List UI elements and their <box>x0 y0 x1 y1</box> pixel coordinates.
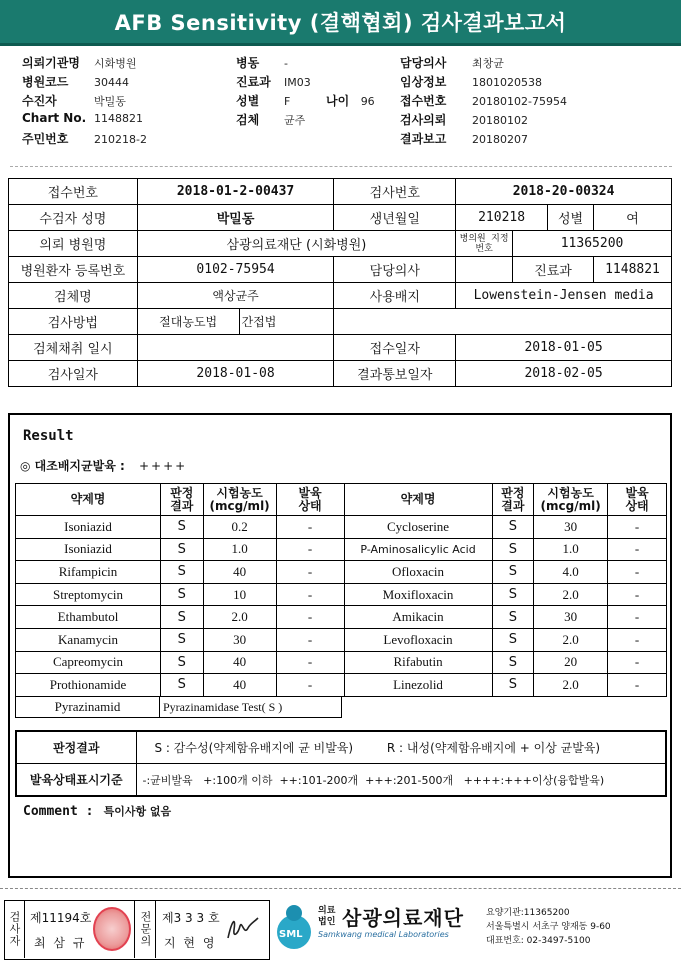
drug-name: Cycloserine <box>344 516 492 539</box>
judge-result: S <box>492 583 534 606</box>
patient-info-table <box>8 178 672 387</box>
col-conc-left: 시험농도 (mcg/ml) <box>203 484 276 516</box>
header-col3-key: 임상정보 <box>400 75 447 89</box>
patient-name-label: 수검자 성명 <box>9 205 138 231</box>
test-concentration: 30 <box>534 606 608 629</box>
growth-status: - <box>276 628 344 651</box>
dept-label: 진료과 <box>513 257 594 283</box>
header-col3 <box>400 54 670 149</box>
medium: Lowenstein-Jensen media <box>456 283 672 309</box>
control-growth <box>20 457 187 474</box>
test-concentration: 40 <box>203 561 276 584</box>
test-concentration: 2.0 <box>534 583 608 606</box>
report-date-label: 결과통보일자 <box>334 361 456 387</box>
control-value: ++++ <box>138 459 188 473</box>
growth-status: - <box>608 606 667 629</box>
header-col2-key: 성별 <box>236 94 260 108</box>
specimen: 액상균주 <box>137 283 334 309</box>
judge-result: S <box>492 651 534 674</box>
addr-1: 요양기관:11365200 <box>486 908 570 918</box>
header-col2-value: IM03 <box>284 76 311 89</box>
receipt-no: 2018-01-2-00437 <box>137 179 334 205</box>
method-label: 검사방법 <box>9 309 138 335</box>
sml-logo-text: SML <box>279 929 303 940</box>
header-col2-row <box>236 54 396 73</box>
growth-status: - <box>276 606 344 629</box>
drug-name: Amikacin <box>344 606 492 629</box>
header-col3-key: 접수번호 <box>400 94 447 108</box>
header-col2-key: 진료과 <box>236 75 271 89</box>
judge-result: S <box>161 628 204 651</box>
specialist-label <box>134 900 156 958</box>
table-row <box>16 538 667 561</box>
sex-label: 성별 <box>548 205 594 231</box>
header-col1-row <box>22 111 232 130</box>
col-drug-right: 약제명 <box>344 484 492 516</box>
specialist-no: 제3 3 3 호 <box>162 911 220 925</box>
growth-status: - <box>276 583 344 606</box>
sensitivity-table <box>15 483 667 697</box>
header-col3-row <box>400 73 670 92</box>
header-col1-value: 시화병원 <box>94 57 137 70</box>
judge-s-text: S : 감수성(약제함유배지에 균 비발육) <box>154 741 354 755</box>
addr-2: 서울특별시 서초구 양재동 9-60 <box>486 922 611 932</box>
tester-label-text: 검사자 <box>8 911 21 947</box>
header-col1-row <box>22 73 232 92</box>
growth-status: - <box>608 628 667 651</box>
drug-name: Isoniazid <box>16 538 161 561</box>
drug-name: Ofloxacin <box>344 561 492 584</box>
sml-logo <box>272 902 316 952</box>
growth-legend-label: 발육상태표시기준 <box>16 764 136 797</box>
judge-legend-label: 판정결과 <box>16 731 136 764</box>
header-col3-value: 20180207 <box>472 133 528 146</box>
header-col3-key: 담당의사 <box>400 56 447 70</box>
growth-status: - <box>276 674 344 697</box>
birth: 210218 <box>456 205 548 231</box>
tester-name: 최 삼 규 <box>34 936 87 950</box>
header-col1-row <box>22 92 232 111</box>
drug-name: Linezolid <box>344 674 492 697</box>
header-col2-value: - <box>284 57 288 70</box>
test-concentration: 1.0 <box>534 538 608 561</box>
judge-result: S <box>492 538 534 561</box>
reg-no: 0102-75954 <box>137 257 334 283</box>
drug-name: Capreomycin <box>16 651 161 674</box>
drug-name: P-Aminosalicylic Acid <box>344 538 492 561</box>
table-row <box>16 674 667 697</box>
test-concentration: 30 <box>534 516 608 539</box>
specialist-name: 지 현 영 <box>164 936 217 950</box>
comment-label: Comment : <box>23 804 94 819</box>
header-col1-value: 30444 <box>94 76 129 89</box>
medium-label: 사용배지 <box>334 283 456 309</box>
pza-test: Pyrazinamidase Test( S ) <box>163 700 283 714</box>
judge-result: S <box>161 538 204 561</box>
drug-name: Levofloxacin <box>344 628 492 651</box>
judge-result: S <box>161 674 204 697</box>
header-col3-row <box>400 92 670 111</box>
doctor <box>456 257 513 283</box>
birth-label: 생년월일 <box>334 205 456 231</box>
footer-divider <box>0 888 681 889</box>
growth-status: - <box>608 583 667 606</box>
received: 2018-01-05 <box>456 335 672 361</box>
growth-status: - <box>608 651 667 674</box>
header-col2-value: F <box>284 95 291 108</box>
drug-name: Ethambutol <box>16 606 161 629</box>
header-col1-value: 210218-2 <box>94 133 147 146</box>
header-col1-value: 박밀동 <box>94 95 126 108</box>
col-judge-right: 판정 결과 <box>492 484 534 516</box>
test-concentration: 1.0 <box>203 538 276 561</box>
judge-result: S <box>492 606 534 629</box>
report-title: AFB Sensitivity (결핵협회) 검사결과보고서 <box>0 0 681 46</box>
header-col3-value: 20180102-75954 <box>472 95 567 108</box>
comment-text: 특이사항 없음 <box>103 805 172 818</box>
specimen-label: 검체명 <box>9 283 138 309</box>
header-col1-key: 의뢰기관명 <box>22 56 80 70</box>
header-col1-row <box>22 54 232 73</box>
test-no-label: 검사번호 <box>334 179 456 205</box>
header-col3-row <box>400 111 670 130</box>
test-concentration: 40 <box>203 674 276 697</box>
seal-stamp <box>93 907 131 951</box>
method-blank <box>334 309 672 335</box>
test-concentration: 2.0 <box>203 606 276 629</box>
age-label: 나이 <box>326 94 350 108</box>
table-row <box>16 583 667 606</box>
drug-name: Isoniazid <box>16 516 161 539</box>
growth-status: - <box>276 561 344 584</box>
header-col1 <box>22 54 232 149</box>
pza-drug: Pyrazinamid <box>16 697 160 717</box>
judge-result: S <box>161 651 204 674</box>
drug-name: Kanamycin <box>16 628 161 651</box>
drug-name: Rifampicin <box>16 561 161 584</box>
test-date: 2018-01-08 <box>137 361 334 387</box>
result-title: Result <box>23 428 74 444</box>
header-col3-value: 20180102 <box>472 114 528 127</box>
header-col2-key: 검체 <box>236 113 260 127</box>
org-name: 삼광의료재단 <box>342 906 464 930</box>
growth-status: - <box>608 538 667 561</box>
dept: 1148821 <box>593 257 671 283</box>
header-col2-key: 병동 <box>236 56 260 70</box>
judge-result: S <box>492 516 534 539</box>
age-value: 96 <box>360 95 375 108</box>
header-col1-value: 1148821 <box>94 112 143 125</box>
collect <box>137 335 334 361</box>
header-col1-key: 주민번호 <box>22 132 69 146</box>
test-concentration: 10 <box>203 583 276 606</box>
growth-status: - <box>276 516 344 539</box>
header-col3-row <box>400 54 670 73</box>
test-concentration: 30 <box>203 628 276 651</box>
comment <box>23 803 171 819</box>
report-date: 2018-02-05 <box>456 361 672 387</box>
col-conc-right: 시험농도 (mcg/ml) <box>534 484 608 516</box>
drug-name: Streptomycin <box>16 583 161 606</box>
header-col2-row <box>236 73 396 92</box>
tester-no: 제11194호 <box>30 911 92 925</box>
judge-r-text: R : 내성(약제함유배지에 + 이상 균발육) <box>386 741 601 755</box>
judge-result: S <box>161 516 204 539</box>
header-col3-key: 검사의뢰 <box>400 113 447 127</box>
drug-name: Rifabutin <box>344 651 492 674</box>
judge-result: S <box>492 628 534 651</box>
judge-result: S <box>161 606 204 629</box>
specialist-label-text: 전문의 <box>139 911 152 947</box>
header-col2-value: 균주 <box>284 114 306 127</box>
test-concentration: 0.2 <box>203 516 276 539</box>
hosp-designation: 11365200 <box>513 231 672 257</box>
test-concentration: 4.0 <box>534 561 608 584</box>
addr-3: 대표번호: 02-3497-5100 <box>486 936 591 946</box>
header-col3-value: 1801020538 <box>472 76 542 89</box>
table-row <box>16 606 667 629</box>
table-row <box>16 561 667 584</box>
drug-name: Prothionamide <box>16 674 161 697</box>
tester-label <box>4 900 25 958</box>
reg-no-label: 병원환자 등록번호 <box>9 257 138 283</box>
header-col3-key: 결과보고 <box>400 132 447 146</box>
header-col1-key: Chart No. <box>22 111 87 125</box>
header-col3-row <box>400 130 670 149</box>
test-concentration: 2.0 <box>534 674 608 697</box>
header-col1-key: 병원코드 <box>22 75 69 89</box>
test-concentration: 2.0 <box>534 628 608 651</box>
growth-status: - <box>276 651 344 674</box>
test-no: 2018-20-00324 <box>456 179 672 205</box>
org-kind: 의료법인 <box>318 906 336 927</box>
header-col1-row <box>22 130 232 149</box>
table-row <box>16 516 667 539</box>
sex: 여 <box>593 205 671 231</box>
growth-legend-text: -:균비발육 +:100개 이하 ++:101-200개 +++:201-500개 ++++:+++이상(융합발육) <box>136 764 666 797</box>
header-col2-row <box>236 111 396 130</box>
growth-status: - <box>276 538 344 561</box>
growth-status: - <box>608 674 667 697</box>
hospital: 삼광의료재단 (시화병원) <box>137 231 455 257</box>
judge-result: S <box>492 674 534 697</box>
table-row <box>16 651 667 674</box>
pza-row <box>15 696 342 718</box>
age-field <box>326 92 375 109</box>
legend-table <box>15 730 667 797</box>
judge-result: S <box>492 561 534 584</box>
test-concentration: 20 <box>534 651 608 674</box>
col-drug-left: 약제명 <box>16 484 161 516</box>
control-label: ◎ 대조배지균발육 : <box>20 459 125 473</box>
drug-name: Moxifloxacin <box>344 583 492 606</box>
growth-status: - <box>608 561 667 584</box>
doctor-label: 담당의사 <box>334 257 456 283</box>
header-divider <box>10 166 672 167</box>
receipt-no-label: 접수번호 <box>9 179 138 205</box>
growth-status: - <box>608 516 667 539</box>
col-growth-left: 발육 상태 <box>276 484 344 516</box>
patient-name: 박밀동 <box>137 205 334 231</box>
judge-legend <box>136 731 666 764</box>
method-2: 간접법 <box>239 309 334 335</box>
org-en: Samkwang medical Laboratories <box>318 930 449 939</box>
hosp-designation-label: 병의원 지정번호 <box>456 231 513 257</box>
judge-result: S <box>161 583 204 606</box>
col-judge-left: 판정 결과 <box>161 484 204 516</box>
judge-result: S <box>161 561 204 584</box>
hospital-label: 의뢰 병원명 <box>9 231 138 257</box>
header-col3-value: 최창균 <box>472 57 504 70</box>
table-row <box>16 628 667 651</box>
test-concentration: 40 <box>203 651 276 674</box>
signature-mark <box>222 910 262 950</box>
col-growth-right: 발육 상태 <box>608 484 667 516</box>
collect-label: 검체채취 일시 <box>9 335 138 361</box>
received-label: 접수일자 <box>334 335 456 361</box>
header-col1-key: 수진자 <box>22 94 57 108</box>
test-date-label: 검사일자 <box>9 361 138 387</box>
method-1: 절대농도법 <box>137 309 239 335</box>
